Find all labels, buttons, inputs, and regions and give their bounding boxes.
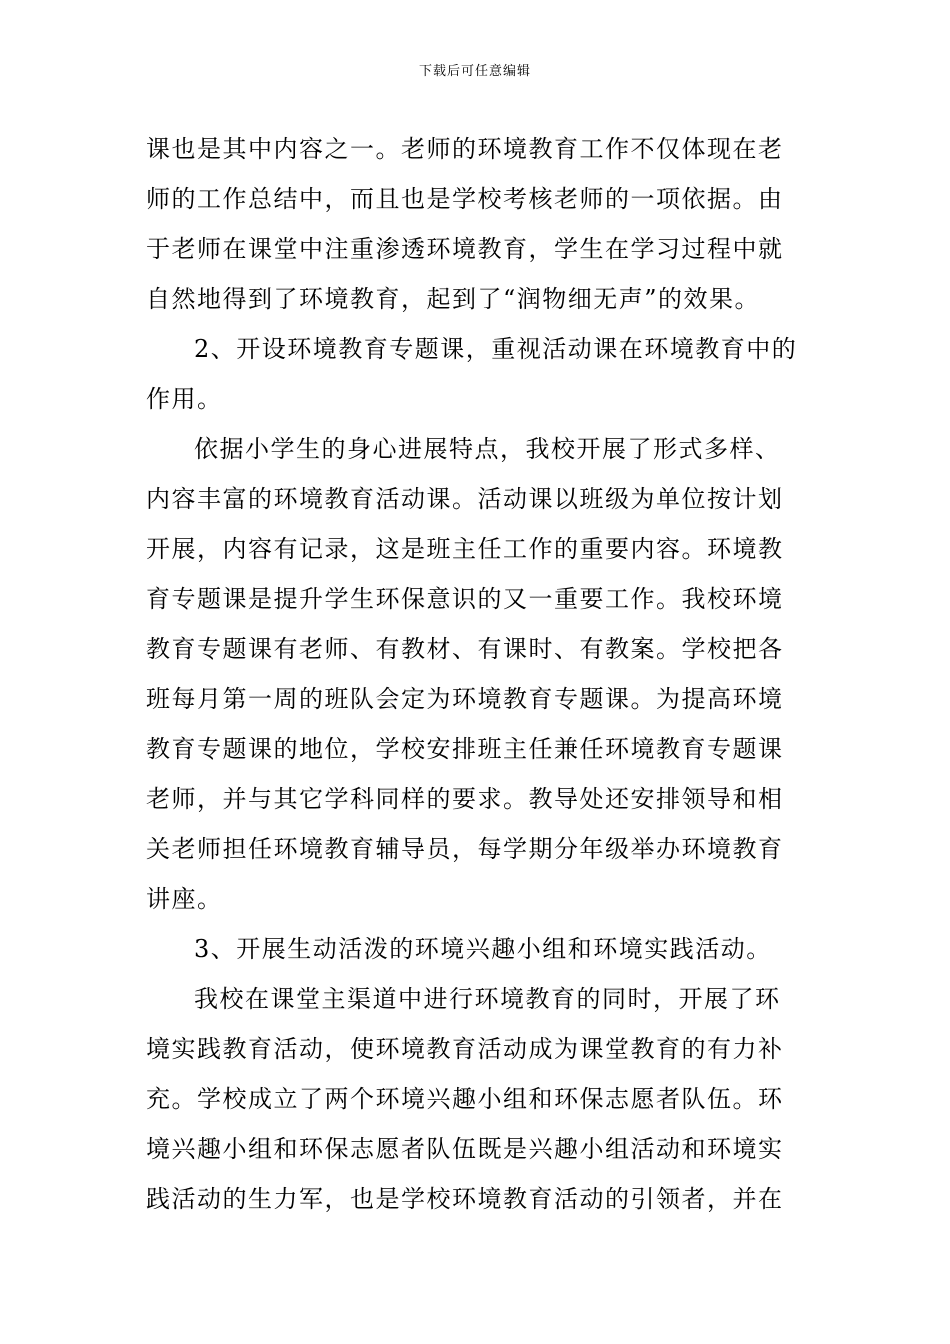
paragraph-start: 依据小学生的身心进展特点，我校开展了形式多样、 (194, 435, 781, 463)
text-line: 老师，并与其它学科同样的要求。教导处还安排领导和相 (146, 785, 784, 813)
text-line: 班每月第一周的班队会定为环境教育专题课。为提高环境 (146, 685, 784, 713)
text-line: 境兴趣小组和环保志愿者队伍既是兴趣小组活动和环境实 (146, 1135, 784, 1163)
paragraph-start: 我校在课堂主渠道中进行环境教育的同时，开展了环 (194, 985, 781, 1013)
document-body (146, 124, 808, 1224)
text-line: 开展，内容有记录，这是班主任工作的重要内容。环境教 (146, 535, 784, 563)
text-line: 讲座。 (146, 885, 223, 913)
text-line: 教育专题课有老师、有教材、有课时、有教案。学校把各 (146, 635, 784, 663)
text-line: 充。学校成立了两个环境兴趣小组和环保志愿者队伍。环 (146, 1085, 784, 1113)
text-line: 作用。 (146, 385, 223, 413)
page-header: 下载后可任意编辑 (418, 64, 531, 79)
text-line: 师的工作总结中，而且也是学校考核老师的一项依据。由 (146, 185, 784, 213)
text-line: 育专题课是提升学生环保意识的又一重要工作。我校环境 (146, 585, 784, 613)
section-heading-2: 2、开设环境教育专题课，重视活动课在环境教育中的 (194, 335, 798, 363)
section-heading-3: 3、开展生动活泼的环境兴趣小组和环境实践活动。 (194, 935, 772, 963)
text-line: 教育专题课的地位，学校安排班主任兼任环境教育专题课 (146, 735, 784, 763)
text-line: 内容丰富的环境教育活动课。活动课以班级为单位按计划 (146, 485, 784, 513)
text-line: 自然地得到了环境教育，起到了“润物细无声”的效果。 (146, 285, 761, 313)
text-line: 践活动的生力军，也是学校环境教育活动的引领者，并在 (146, 1185, 784, 1213)
text-line: 课也是其中内容之一。老师的环境教育工作不仅体现在老 (146, 135, 784, 163)
text-line: 关老师担任环境教育辅导员，每学期分年级举办环境教育 (146, 835, 784, 863)
text-line: 于老师在课堂中注重渗透环境教育，学生在学习过程中就 (146, 235, 784, 263)
text-line: 境实践教育活动，使环境教育活动成为课堂教育的有力补 (146, 1035, 784, 1063)
